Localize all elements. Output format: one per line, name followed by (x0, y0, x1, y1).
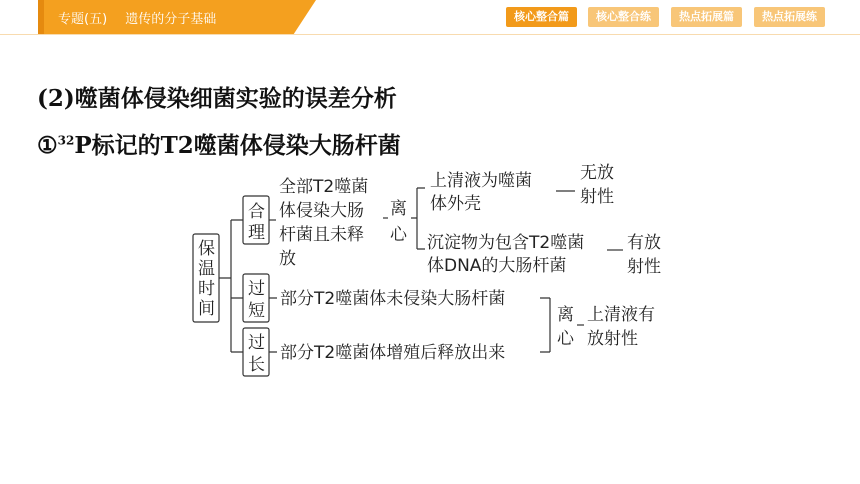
pellet-result-line-2: 体DNA的大肠杆菌 (427, 256, 567, 276)
centrifuge2-char-2: 心 (557, 329, 574, 349)
nav-hotspot-extension[interactable]: 热点拓展篇 (671, 7, 742, 27)
subsection-text: P标记的T2噬菌体侵染大肠杆菌 (74, 132, 401, 159)
centrifuge1-char-1: 离 (390, 199, 407, 219)
final-result-line-1: 上清液有 (587, 305, 655, 325)
centrifuge1-connector (411, 188, 425, 249)
sup-label-line-1: 无放 (580, 163, 614, 183)
reasonable-char-2: 理 (248, 223, 265, 243)
long-desc: 部分T2噬菌体增殖后释放出来 (280, 343, 506, 363)
pellet-label-line-2: 射性 (627, 257, 661, 277)
sup-label-line-2: 射性 (580, 187, 614, 207)
centrifuge2-connector (540, 298, 550, 352)
isotope-superscript: 32 (57, 133, 75, 148)
section-heading: (2)噬菌体侵染细菌实验的误差分析 (37, 85, 397, 112)
nav-core-integration[interactable]: 核心整合篇 (506, 7, 577, 27)
final-result-line-2: 放射性 (587, 329, 638, 349)
reasonable-desc-line-2: 体侵染大肠 (279, 201, 364, 221)
short-desc: 部分T2噬菌体未侵染大肠杆菌 (280, 289, 506, 309)
chapter-name: 遗传的分子基础 (125, 12, 217, 27)
sup-result-line-2: 体外壳 (430, 194, 481, 214)
root-connector (219, 220, 243, 352)
root-char-2: 温 (198, 259, 215, 279)
branch-desc-connectors (269, 298, 277, 352)
centrifuge2-char-1: 离 (557, 305, 574, 325)
reasonable-desc-line-1: 全部T2噬菌 (279, 177, 369, 197)
root-char-3: 时 (198, 279, 215, 299)
root-char-4: 间 (198, 299, 215, 319)
chapter-topic: 专题(五) (58, 12, 108, 27)
root-char-1: 保 (198, 239, 215, 259)
short-char-1: 过 (248, 279, 265, 299)
sup-result-line-1: 上清液为噬菌 (430, 171, 532, 191)
reasonable-desc-line-3: 杆菌且未释 (279, 225, 364, 245)
nav-hotspot-practice[interactable]: 热点拓展练 (754, 7, 825, 27)
pellet-result-line-1: 沉淀物为包含T2噬菌 (427, 233, 585, 253)
centrifuge1-char-2: 心 (390, 225, 407, 245)
circled-number: ① (37, 132, 58, 159)
nav-core-practice[interactable]: 核心整合练 (588, 7, 659, 27)
reasonable-char-1: 合 (248, 202, 265, 222)
short-char-2: 短 (248, 301, 265, 321)
reasonable-desc-line-4: 放 (279, 249, 296, 269)
long-char-2: 长 (248, 355, 265, 375)
pellet-label-line-1: 有放 (627, 233, 661, 253)
long-char-1: 过 (248, 333, 265, 353)
